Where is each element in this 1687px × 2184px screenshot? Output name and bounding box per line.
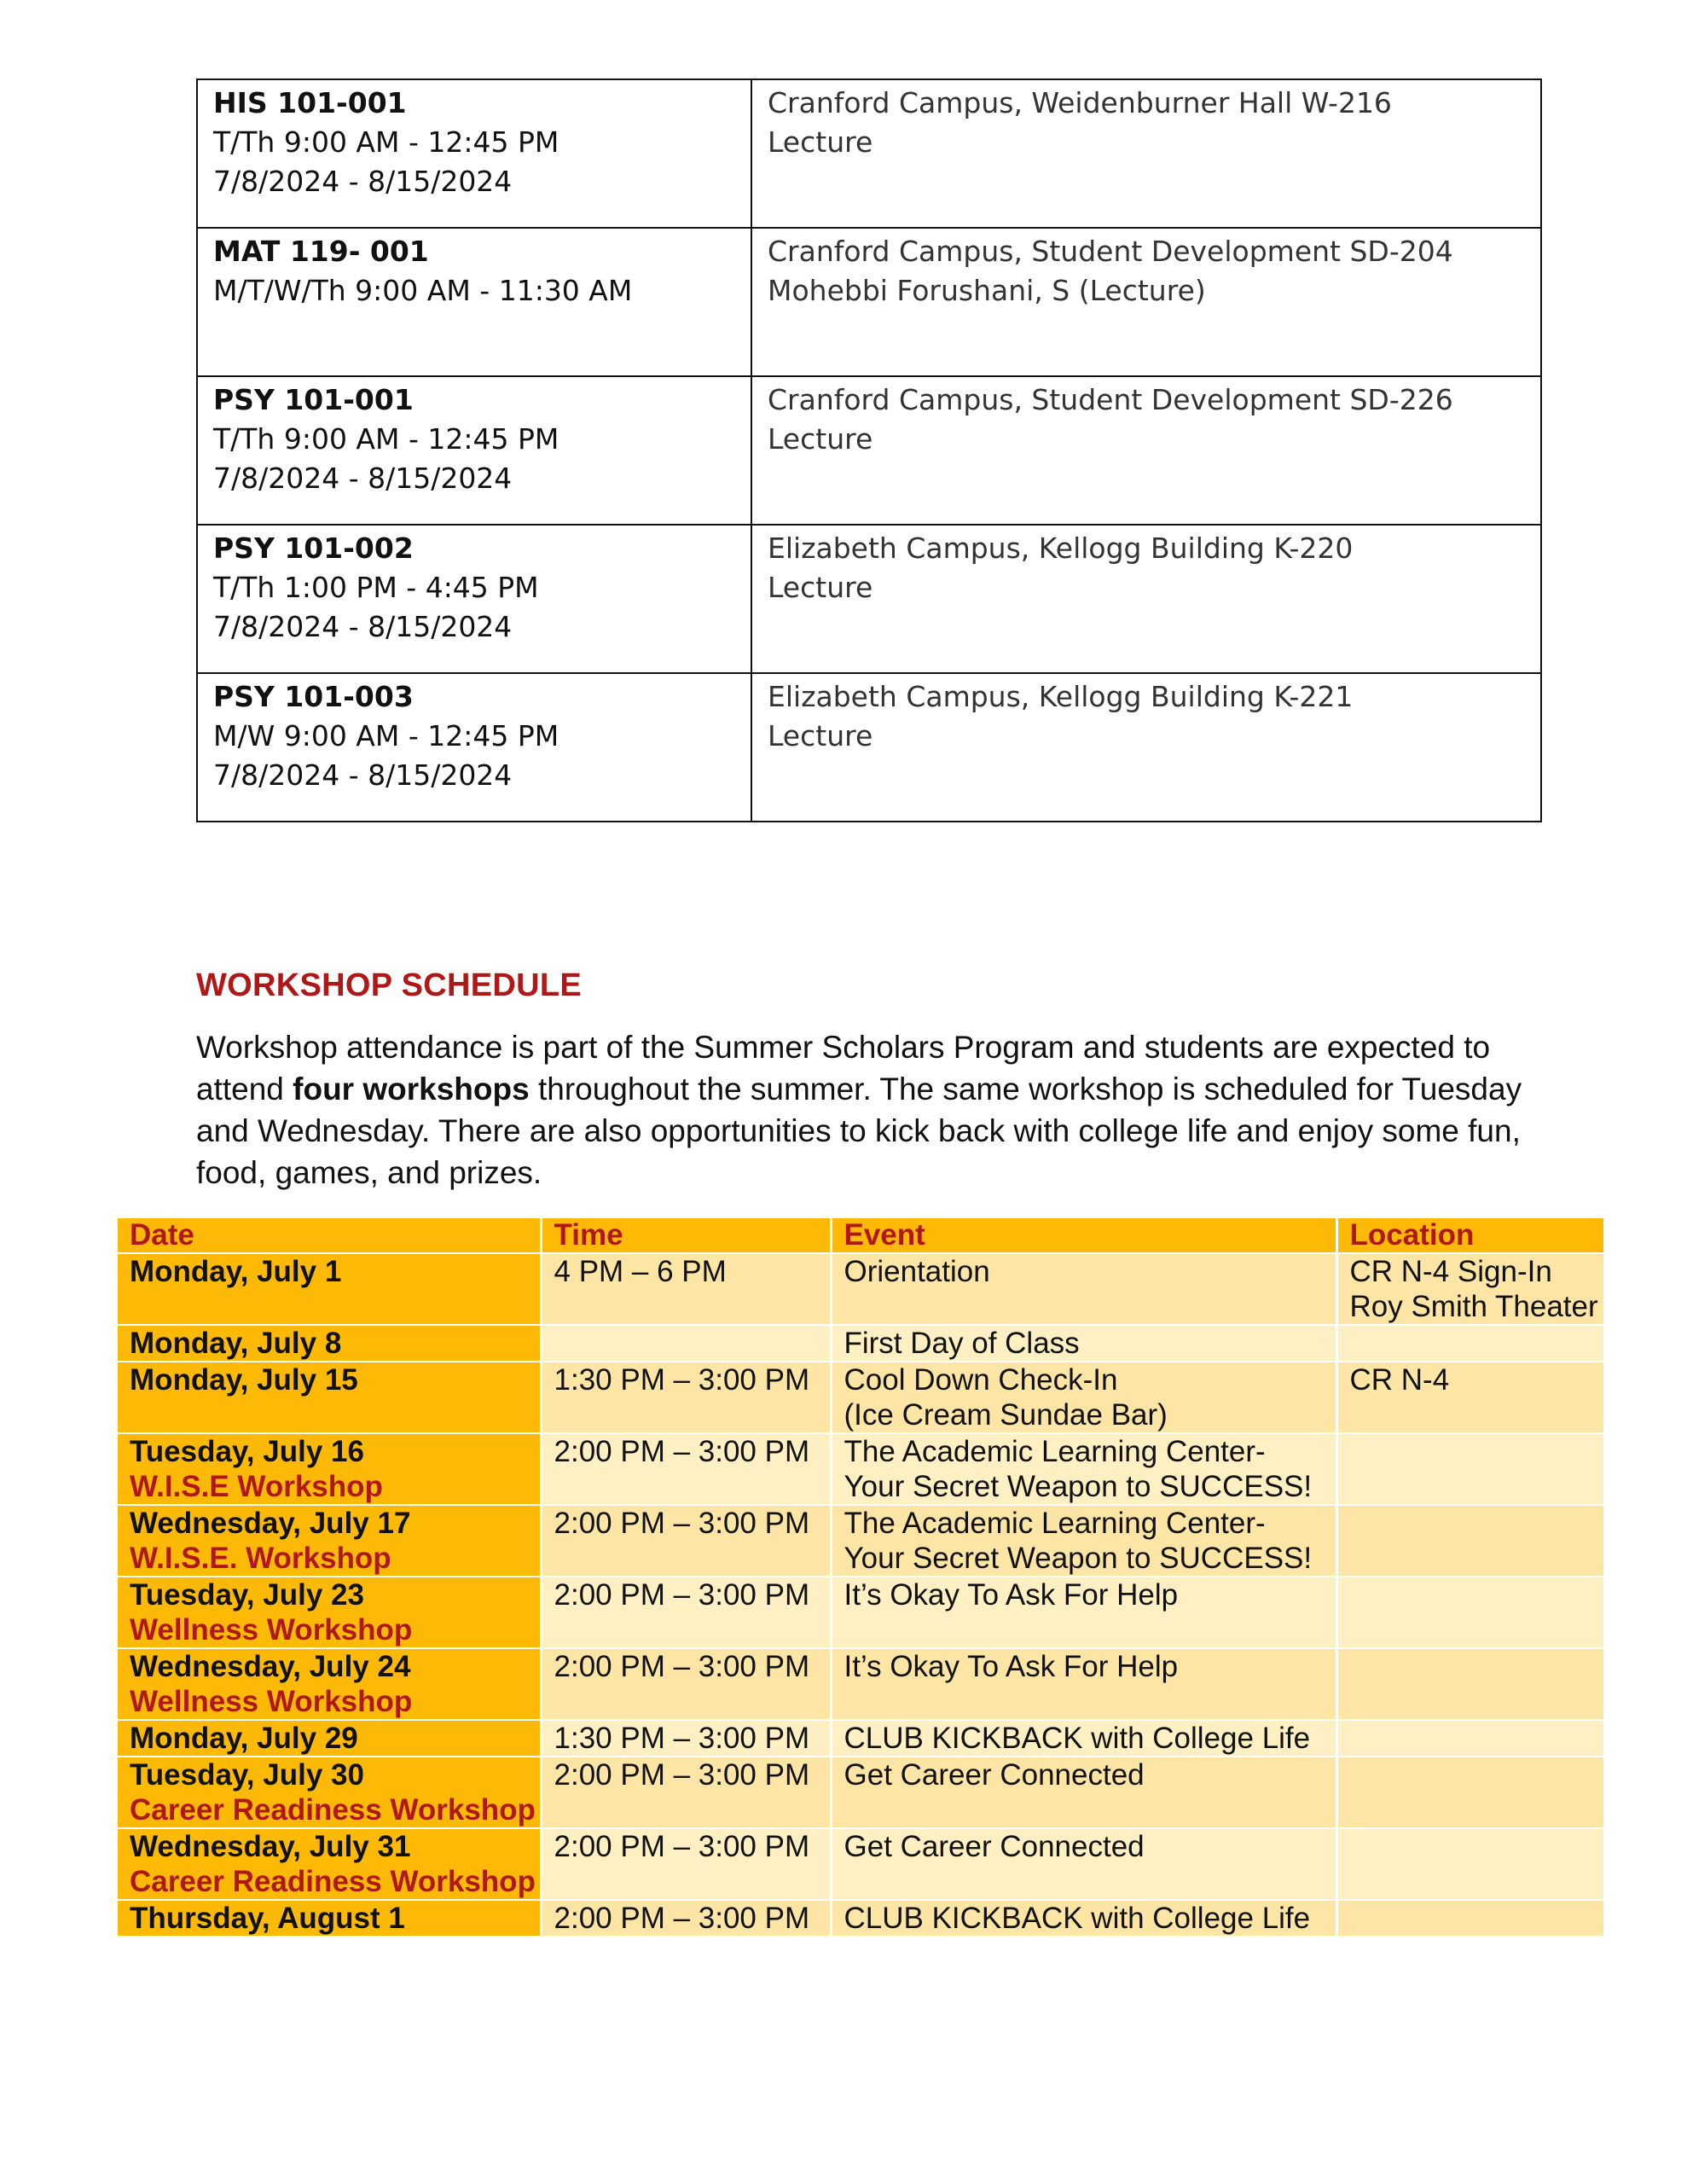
course-detail: Lecture xyxy=(768,125,873,159)
workshop-event-cell xyxy=(831,1505,1336,1577)
course-location-cell xyxy=(751,376,1541,525)
course-dates: 7/8/2024 - 8/15/2024 xyxy=(213,758,513,792)
workshop-date: Monday, July 1 xyxy=(130,1255,342,1288)
workshop-time-cell xyxy=(541,1900,831,1937)
course-code: MAT 119- 001 xyxy=(213,235,429,268)
course-location: Cranford Campus, Weidenburner Hall W-216 xyxy=(768,86,1392,119)
workshop-time: 2:00 PM – 3:00 PM xyxy=(554,1650,810,1683)
workshop-date-cell xyxy=(118,1253,541,1325)
workshop-time: 2:00 PM – 3:00 PM xyxy=(554,1435,810,1468)
workshop-event-cell xyxy=(831,1253,1336,1325)
workshop-location-cell xyxy=(1336,1720,1603,1757)
workshop-row xyxy=(118,1362,1603,1433)
workshop-event: Get Career Connected xyxy=(844,1830,1145,1863)
course-days-time: T/Th 9:00 AM - 12:45 PM xyxy=(213,125,559,159)
workshop-header-row xyxy=(118,1218,1603,1253)
workshop-event: The Academic Learning Center- xyxy=(844,1507,1266,1540)
workshop-date-cell xyxy=(118,1720,541,1757)
workshop-date: Wednesday, July 31 xyxy=(130,1830,411,1863)
workshop-row xyxy=(118,1325,1603,1362)
course-detail: Lecture xyxy=(768,422,873,456)
course-row xyxy=(197,525,1541,673)
course-info-cell xyxy=(197,525,751,673)
workshop-location-cell xyxy=(1336,1900,1603,1937)
course-row xyxy=(197,673,1541,822)
course-dates: 7/8/2024 - 8/15/2024 xyxy=(213,462,513,495)
workshop-date-cell xyxy=(118,1505,541,1577)
workshop-row xyxy=(118,1648,1603,1720)
workshop-type: Wellness Workshop xyxy=(130,1613,413,1647)
workshop-date-cell xyxy=(118,1577,541,1648)
header-event: Event xyxy=(831,1218,1336,1253)
workshop-date: Wednesday, July 17 xyxy=(130,1507,411,1540)
workshop-date: Monday, July 29 xyxy=(130,1722,358,1755)
course-row xyxy=(197,228,1541,376)
intro-bold: four workshops xyxy=(293,1072,530,1107)
workshop-date: Wednesday, July 24 xyxy=(130,1650,411,1683)
workshop-location-cell xyxy=(1336,1505,1603,1577)
workshop-row xyxy=(118,1505,1603,1577)
workshop-event-cell xyxy=(831,1325,1336,1362)
header-location: Location xyxy=(1336,1218,1603,1253)
course-location-cell xyxy=(751,673,1541,822)
workshop-time-cell xyxy=(541,1720,831,1757)
workshop-date-cell xyxy=(118,1325,541,1362)
workshop-heading: WORKSHOP SCHEDULE xyxy=(196,967,582,1003)
course-info-cell xyxy=(197,673,751,822)
workshop-location-cell xyxy=(1336,1362,1603,1433)
workshop-date: Tuesday, July 23 xyxy=(130,1578,364,1612)
course-code: PSY 101-001 xyxy=(213,383,414,416)
course-detail: Lecture xyxy=(768,719,873,752)
workshop-date: Monday, July 8 xyxy=(130,1327,342,1360)
workshop-time: 2:00 PM – 3:00 PM xyxy=(554,1578,810,1612)
workshop-event: Get Career Connected xyxy=(844,1758,1145,1792)
workshop-time-cell xyxy=(541,1505,831,1577)
workshop-location: CR N-4 xyxy=(1349,1363,1450,1397)
workshop-location-cell xyxy=(1336,1325,1603,1362)
intro-text-1: Workshop attendance is part of the Summer Scholars Program and students are expected to attend xyxy=(196,1030,1491,1107)
header-time: Time xyxy=(541,1218,831,1253)
workshop-row xyxy=(118,1253,1603,1325)
workshop-date-cell xyxy=(118,1900,541,1937)
course-location: Elizabeth Campus, Kellogg Building K-220 xyxy=(768,531,1354,565)
course-location: Elizabeth Campus, Kellogg Building K-221 xyxy=(768,680,1354,713)
course-days-time: M/T/W/Th 9:00 AM - 11:30 AM xyxy=(213,274,633,307)
workshop-time-cell xyxy=(541,1325,831,1362)
workshop-time-cell xyxy=(541,1253,831,1325)
workshop-time: 2:00 PM – 3:00 PM xyxy=(554,1830,810,1863)
course-days-time: M/W 9:00 AM - 12:45 PM xyxy=(213,719,559,752)
workshop-event: It’s Okay To Ask For Help xyxy=(844,1578,1179,1612)
course-row xyxy=(197,79,1541,228)
workshop-event: CLUB KICKBACK with College Life xyxy=(844,1722,1311,1755)
workshop-event-cell xyxy=(831,1648,1336,1720)
workshop-type: W.I.S.E Workshop xyxy=(130,1470,383,1503)
workshop-date: Monday, July 15 xyxy=(130,1363,358,1397)
workshop-event: (Ice Cream Sundae Bar) xyxy=(844,1398,1168,1432)
workshop-event: Your Secret Weapon to SUCCESS! xyxy=(844,1542,1313,1575)
course-location-cell xyxy=(751,525,1541,673)
workshop-location-cell xyxy=(1336,1253,1603,1325)
workshop-event-cell xyxy=(831,1828,1336,1900)
workshop-event-cell xyxy=(831,1433,1336,1505)
workshop-location-cell xyxy=(1336,1828,1603,1900)
course-location-cell xyxy=(751,79,1541,228)
workshop-date: Tuesday, July 16 xyxy=(130,1435,364,1468)
course-code: PSY 101-003 xyxy=(213,680,414,713)
workshop-date-cell xyxy=(118,1648,541,1720)
workshop-type: W.I.S.E. Workshop xyxy=(130,1542,391,1575)
course-detail: Mohebbi Forushani, S (Lecture) xyxy=(768,274,1206,307)
workshop-event-cell xyxy=(831,1362,1336,1433)
workshop-intro xyxy=(196,1026,1561,1194)
workshop-time-cell xyxy=(541,1648,831,1720)
workshop-event-cell xyxy=(831,1720,1336,1757)
workshop-event: CLUB KICKBACK with College Life xyxy=(844,1902,1311,1935)
intro-text-2: throughout the summer. The same workshop is scheduled for Tuesday and Wednesday. There are also opportunities to kick back with college life and enjoy some fun, food, games, and prizes. xyxy=(196,1072,1522,1190)
course-row xyxy=(197,376,1541,525)
course-info-cell xyxy=(197,79,751,228)
course-code: HIS 101-001 xyxy=(213,86,407,119)
workshop-location-cell xyxy=(1336,1433,1603,1505)
workshop-time: 4 PM – 6 PM xyxy=(554,1255,727,1288)
course-code: PSY 101-002 xyxy=(213,531,414,565)
course-dates: 7/8/2024 - 8/15/2024 xyxy=(213,610,513,643)
workshop-time: 1:30 PM – 3:00 PM xyxy=(554,1363,810,1397)
workshop-date-cell xyxy=(118,1757,541,1828)
workshop-time-cell xyxy=(541,1757,831,1828)
workshop-date: Thursday, August 1 xyxy=(130,1902,405,1935)
course-days-time: T/Th 9:00 AM - 12:45 PM xyxy=(213,422,559,456)
workshop-event-cell xyxy=(831,1900,1336,1937)
workshop-time-cell xyxy=(541,1577,831,1648)
workshop-row xyxy=(118,1900,1603,1937)
course-location: Cranford Campus, Student Development SD-204 xyxy=(768,235,1453,268)
workshop-time-cell xyxy=(541,1433,831,1505)
workshop-time: 1:30 PM – 3:00 PM xyxy=(554,1722,810,1755)
workshop-date-cell xyxy=(118,1362,541,1433)
workshop-location-cell xyxy=(1336,1757,1603,1828)
workshop-location: Roy Smith Theater xyxy=(1349,1290,1598,1323)
workshop-time: 2:00 PM – 3:00 PM xyxy=(554,1902,810,1935)
workshop-row xyxy=(118,1828,1603,1900)
workshop-row xyxy=(118,1577,1603,1648)
workshop-location: CR N-4 Sign-In xyxy=(1349,1255,1552,1288)
workshop-event: Your Secret Weapon to SUCCESS! xyxy=(844,1470,1313,1503)
workshop-date-cell xyxy=(118,1433,541,1505)
workshop-type: Career Readiness Workshop xyxy=(130,1865,536,1898)
workshop-event-cell xyxy=(831,1757,1336,1828)
workshop-table xyxy=(118,1218,1603,1937)
workshop-date-cell xyxy=(118,1828,541,1900)
course-table xyxy=(196,78,1542,822)
workshop-row xyxy=(118,1433,1603,1505)
course-dates: 7/8/2024 - 8/15/2024 xyxy=(213,165,513,198)
workshop-event: Cool Down Check-In xyxy=(844,1363,1118,1397)
workshop-location-cell xyxy=(1336,1577,1603,1648)
workshop-event: First Day of Class xyxy=(844,1327,1080,1360)
course-days-time: T/Th 1:00 PM - 4:45 PM xyxy=(213,571,539,604)
course-location-cell xyxy=(751,228,1541,376)
workshop-time-cell xyxy=(541,1828,831,1900)
workshop-event: Orientation xyxy=(844,1255,990,1288)
workshop-time: 2:00 PM – 3:00 PM xyxy=(554,1758,810,1792)
course-info-cell xyxy=(197,376,751,525)
workshop-type: Career Readiness Workshop xyxy=(130,1793,536,1827)
workshop-time-cell xyxy=(541,1362,831,1433)
header-date: Date xyxy=(118,1218,541,1253)
workshop-row xyxy=(118,1757,1603,1828)
course-location: Cranford Campus, Student Development SD-226 xyxy=(768,383,1453,416)
workshop-type: Wellness Workshop xyxy=(130,1685,413,1718)
workshop-event: The Academic Learning Center- xyxy=(844,1435,1266,1468)
workshop-event-cell xyxy=(831,1577,1336,1648)
workshop-date: Tuesday, July 30 xyxy=(130,1758,364,1792)
course-info-cell xyxy=(197,228,751,376)
workshop-row xyxy=(118,1720,1603,1757)
workshop-location-cell xyxy=(1336,1648,1603,1720)
course-detail: Lecture xyxy=(768,571,873,604)
workshop-time: 2:00 PM – 3:00 PM xyxy=(554,1507,810,1540)
workshop-event: It’s Okay To Ask For Help xyxy=(844,1650,1179,1683)
